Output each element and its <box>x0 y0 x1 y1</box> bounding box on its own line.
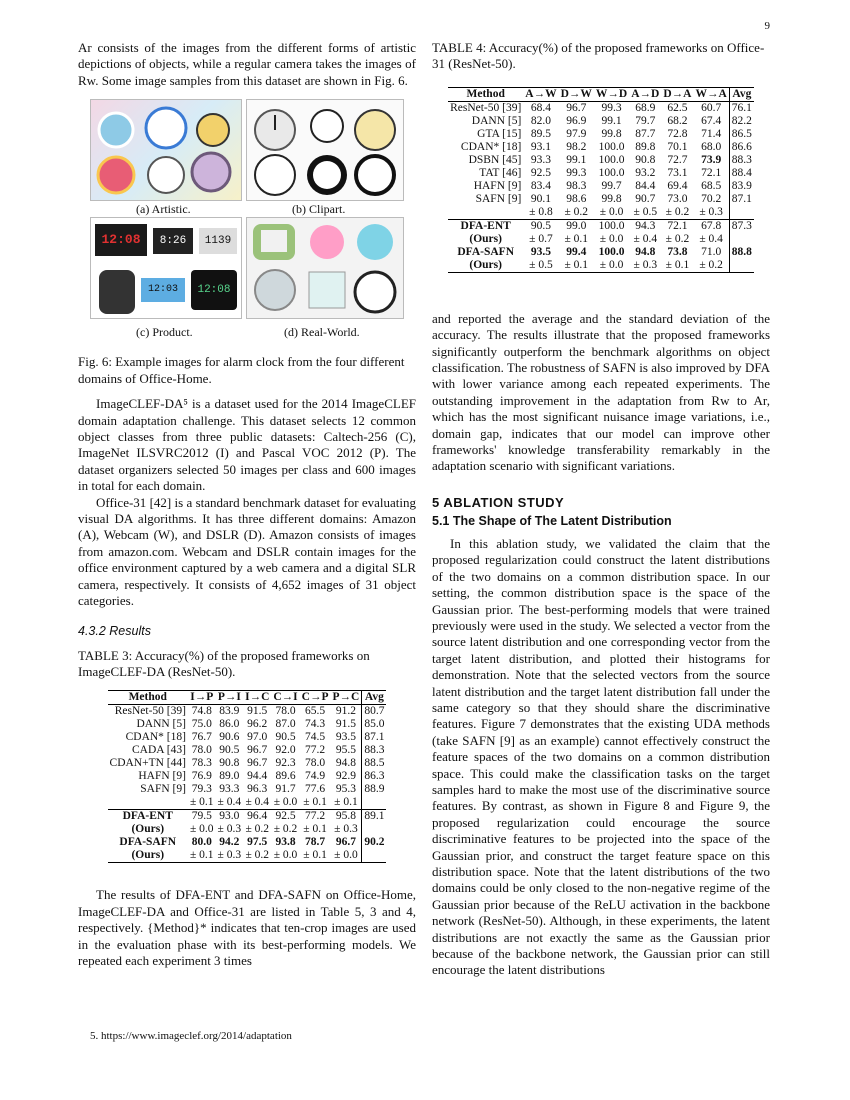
table3-header-cell: C→I <box>273 691 298 704</box>
table3-cell: 96.7 <box>247 744 268 757</box>
table3-cell: CADA [43] <box>131 744 186 757</box>
table3-cell: 76.9 <box>191 770 212 783</box>
table-row <box>448 219 754 233</box>
table4 <box>448 87 754 273</box>
table3-header-cell: Avg <box>362 691 387 705</box>
table3-cell: ± 0.3 <box>217 823 242 836</box>
table3-cell: 80.7 <box>362 705 387 719</box>
table4-cell: 68.4 <box>530 101 552 114</box>
table4-cell: 99.0 <box>559 219 594 233</box>
paragraph-imageclef: ImageCLEF-DA⁵ is a dataset used for the 2014 ImageCLEF domain adaptation challenge. This dataset selects 12 common object classes from three public datasets: Caltech-256 (C), ImageNet ILSVRC2012 (I) and Pascal VOC 2012 (P). The dataset organizers selected 50 images per class and 600 images in total for each domain. <box>78 396 416 494</box>
table3-cell: ± 0.1 <box>300 849 331 863</box>
table4-cell: CDAN* [18] <box>460 140 522 153</box>
table3-cell: 93.8 <box>275 836 296 849</box>
table4-cell: ± 0.0 <box>594 206 629 220</box>
table4-cell: 99.4 <box>566 245 587 258</box>
table3-cell: 87.1 <box>362 731 387 744</box>
table4-cell <box>448 206 523 220</box>
footnote: 5. https://www.imageclef.org/2014/adaptation <box>90 1030 292 1042</box>
table3-cell: 90.6 <box>219 731 240 744</box>
table4-cell: 93.1 <box>530 140 552 153</box>
product-clock-1: 12:08 <box>95 224 147 256</box>
table-row <box>108 810 387 824</box>
table4-cell: 89.5 <box>530 127 552 140</box>
table4-cell: 67.8 <box>693 219 729 233</box>
table3-cell: 78.3 <box>191 757 212 770</box>
table3-cell: 95.5 <box>335 744 356 757</box>
table4-cell: 83.4 <box>530 179 552 192</box>
table3-cell: 92.0 <box>275 744 296 757</box>
table3-cell: 96.3 <box>247 783 268 796</box>
table4-cell: DFA-ENT <box>448 219 523 233</box>
table4-cell: 73.9 <box>701 153 722 166</box>
table4-cell: ± 0.1 <box>661 259 693 273</box>
table4-cell: 62.5 <box>667 101 688 114</box>
table4-cell: ResNet-50 [39] <box>450 101 522 114</box>
page-number: 9 <box>764 20 770 32</box>
product-clock-5: 12:03 <box>141 278 185 302</box>
table3-cell <box>108 796 188 810</box>
table4-cell <box>729 259 754 273</box>
table3-cell: 88.9 <box>362 783 387 796</box>
table4-cell: 84.4 <box>635 179 656 192</box>
table4-cell: 88.4 <box>729 167 754 180</box>
table3-cell: 95.8 <box>331 810 362 824</box>
table3-cell: 96.2 <box>247 718 268 731</box>
table4-cell: ± 0.1 <box>564 232 589 245</box>
table3-cell: 91.5 <box>247 705 268 718</box>
realworld-images <box>246 217 404 319</box>
table4-cell: 92.5 <box>530 166 552 179</box>
table-row <box>108 796 387 810</box>
table3-cell: ± 0.1 <box>331 796 362 810</box>
label-artistic: (a) Artistic. <box>136 202 191 217</box>
table3-cell: 74.8 <box>191 705 212 718</box>
table3-cell: 96.7 <box>335 836 356 849</box>
table3-cell: 75.0 <box>191 718 212 731</box>
table3-cell: 88.5 <box>362 757 387 770</box>
table4-cell: 88.8 <box>729 246 754 259</box>
table3-cell: (Ours) <box>108 849 188 863</box>
table3-cell: 77.2 <box>305 744 326 757</box>
table3-cell: 78.0 <box>305 757 326 770</box>
table-row <box>448 101 754 115</box>
table4-header-cell: D→A <box>663 87 692 100</box>
table3-cell: ± 0.0 <box>271 849 299 863</box>
table3-header-cell: I→C <box>245 691 270 704</box>
table4-cell: HAFN [9] <box>473 179 522 192</box>
table4-cell: 90.1 <box>530 192 552 205</box>
table4-cell: 68.5 <box>701 179 722 192</box>
table4-header-cell: W→D <box>595 87 628 100</box>
table4-cell: 72.1 <box>661 219 693 233</box>
table4-cell: 73.0 <box>667 192 688 205</box>
table4-cell: 87.7 <box>635 127 656 140</box>
table3-cell: 94.4 <box>247 770 268 783</box>
table4-cell: 68.2 <box>667 114 688 127</box>
table3-cell: 92.3 <box>275 757 296 770</box>
table3-cell: 91.7 <box>275 783 296 796</box>
table3-header-cell: Method <box>108 691 188 705</box>
table3-cell: 65.5 <box>305 705 326 718</box>
table3-cell: 89.6 <box>275 770 296 783</box>
table3-cell: 94.8 <box>335 757 356 770</box>
table4-cell: 82.2 <box>729 115 754 128</box>
table4-cell: (Ours) <box>448 259 523 273</box>
label-realworld: (d) Real-World. <box>284 325 360 340</box>
table3-cell: 90.5 <box>275 731 296 744</box>
table3-cell: ± 0.2 <box>245 823 270 836</box>
table4-header-cell: D→W <box>560 87 592 100</box>
table4-cell: 73.1 <box>667 166 688 179</box>
subsection-results: 4.3.2 Results <box>78 623 151 638</box>
table3-cell: 93.3 <box>219 783 240 796</box>
table3-cell: ± 0.2 <box>273 823 298 836</box>
table3-cell: 94.2 <box>219 836 240 849</box>
table-row <box>448 154 754 167</box>
table4-cell: 86.5 <box>729 128 754 141</box>
table4-cell: 90.7 <box>635 192 656 205</box>
table-row <box>448 193 754 206</box>
table3-cell: 90.8 <box>219 757 240 770</box>
table3-cell: ± 0.0 <box>331 849 362 863</box>
table3-cell: ± 0.0 <box>189 823 214 836</box>
table3-cell: 86.0 <box>219 718 240 731</box>
table-row <box>448 259 754 273</box>
label-product: (c) Product. <box>136 325 193 340</box>
table-row <box>448 167 754 180</box>
table3-cell: 96.4 <box>243 810 271 824</box>
product-images <box>90 217 242 319</box>
table4-cell: 73.8 <box>667 245 688 258</box>
table3-cell: 76.7 <box>191 731 212 744</box>
table3-cell: 97.5 <box>247 836 268 849</box>
table3-cell: 79.3 <box>191 783 212 796</box>
product-clock-6: 12:08 <box>191 270 237 310</box>
table-row <box>448 246 754 259</box>
table4-cell: 99.3 <box>566 166 587 179</box>
table3-cell <box>362 849 387 863</box>
table3-cell: 83.9 <box>219 705 240 718</box>
table3-cell: 85.0 <box>362 718 387 731</box>
table-row <box>448 180 754 193</box>
table-row <box>108 718 387 731</box>
table4-cell: 72.7 <box>667 153 688 166</box>
table4-cell: 83.9 <box>729 180 754 193</box>
table4-cell <box>729 206 754 220</box>
table3-cell: ± 0.1 <box>303 823 327 836</box>
table4-cell: 97.9 <box>566 127 587 140</box>
paragraph-ablation: In this ablation study, we validated the claim that the proposed regularization could construct the latent distributions of the two domains on a common distribution space. In our setting, the common distribution space is the space of the Gaussian prior. The best-performing models that were trained previously were used in the study. We selected a vector from the source latent distribution and one corresponding vector from the target latent distribution, and plotted their histograms for demonstration. Note that the selected vectors from the source latent distribution and the target latent distribution fall under the same category so that they should share the discriminative features. Figure 7 demonstrates that the existing UDA methods (take SAFN [9] as an example) cannot effectively construct the feature spaces of the two domains on a common distribution space. This could make the classification tasks on the target samples hard to make the most use of the discriminative source features. By contrast, as shown in Figure 8 and Figure 9, the proposed regularization could encourage the source discriminative features to be projected into the space of the Gaussian prior, and construct the target feature space on this distribution space. Note that the latent distributions of the two domains could be only closed to the non-negative regime of the Gaussian prior because of the ReLU activation in the backbone network (ResNet-50). Although, in these experiments, the latent distributions are not exactly the same as the Gaussian prior because of the backbone network, the Gaussian prior can still encourage the latent distributions <box>432 535 770 978</box>
table4-cell: 99.3 <box>601 101 622 114</box>
table4-cell: ± 0.3 <box>693 206 729 220</box>
table3-cell: 93.0 <box>216 810 244 824</box>
table3-caption: TABLE 3: Accuracy(%) of the proposed frameworks on ImageCLEF-DA (ResNet-50). <box>78 647 370 679</box>
table3-cell: ± 0.2 <box>243 849 271 863</box>
table4-cell: 79.7 <box>635 114 656 127</box>
table-row <box>108 770 387 783</box>
table3-cell: 89.1 <box>362 810 387 824</box>
table3-header-cell: P→I <box>216 691 244 705</box>
table-row <box>448 206 754 220</box>
table3-cell: 92.9 <box>335 770 356 783</box>
table3-cell: ± 0.1 <box>300 796 331 810</box>
table4-cell: 60.7 <box>701 101 722 114</box>
table3-cell: DANN [5] <box>136 718 186 731</box>
table4-cell: GTA [15] <box>477 127 522 140</box>
table4-cell: DANN [5] <box>471 114 522 127</box>
table3-cell: ResNet-50 [39] <box>114 705 186 718</box>
table3-cell: 74.3 <box>305 718 326 731</box>
table3-cell <box>362 823 387 836</box>
table3 <box>108 690 387 863</box>
table4-cell: 88.3 <box>729 154 754 167</box>
table4-cell: ± 0.7 <box>529 232 553 245</box>
clipart-clock-icon <box>247 100 403 200</box>
table4-cell: 82.0 <box>530 114 552 127</box>
table3-cell: 89.0 <box>219 770 240 783</box>
table3-header-cell: I→P <box>188 691 216 705</box>
table-row <box>448 141 754 154</box>
paragraph-results: The results of DFA-ENT and DFA-SAFN on Office-Home, ImageCLEF-DA and Office-31 are listed in Table 5, 3 and 4, respectively. {Method}* indicates that ten-crop images are used in the evaluation phase with its best-performing models. We repeated each experiment 3 times <box>78 887 416 968</box>
product-clock-2: 8:26 <box>153 228 193 254</box>
table4-header-cell: A→W <box>525 87 557 100</box>
table4-cell: 93.5 <box>530 245 552 258</box>
table4-cell: 72.1 <box>701 166 722 179</box>
paragraph-analysis: and reported the average and the standard deviation of the accuracy. The results illustrate that the proposed frameworks significantly outperform the benchmark algorithms on object classification. The robustness of SAFN is also improved by DFA with lower variance among each repeated experiments. The outstanding improvement in the adaptation from Rw to Ar, which has the most significant nuisance image variations, i.e., domain gap, indicates that our model can improve other frameworks' knowledge transferability remarkably in the adaptation scenario with significant variations. <box>432 310 770 474</box>
table-row <box>108 836 387 849</box>
table4-cell: ± 0.4 <box>699 232 723 245</box>
table4-cell: 70.1 <box>667 140 688 153</box>
table4-cell: SAFN [9] <box>475 192 522 205</box>
table3-cell: 90.5 <box>219 744 240 757</box>
table3-cell: 88.3 <box>362 744 387 757</box>
table3-cell: 78.7 <box>305 836 326 849</box>
table4-caption: TABLE 4: Accuracy(%) of the proposed frameworks on Office-31 (ResNet-50). <box>432 40 765 72</box>
table4-cell: ± 0.2 <box>559 206 594 220</box>
table4-header-cell: Avg <box>729 87 754 101</box>
table3-cell: ± 0.0 <box>271 796 299 810</box>
table4-cell: 100.0 <box>598 245 625 258</box>
paragraph-ar: Ar consists of the images from the different forms of artistic depictions of objects, while a regular camera takes the images of Rw. Some image samples from this dataset are shown in Fig. 6. <box>78 40 416 88</box>
table4-cell: 98.2 <box>566 140 587 153</box>
table3-cell: CDAN+TN [44] <box>109 757 186 770</box>
table3-cell: 90.2 <box>362 836 387 849</box>
table4-cell: ± 0.4 <box>633 232 658 245</box>
table4-cell: 90.8 <box>635 153 656 166</box>
table4-cell: 99.8 <box>601 192 622 205</box>
artistic-clock-icon <box>91 100 241 200</box>
table4-cell: 94.8 <box>635 245 656 258</box>
table4-cell: 100.0 <box>598 140 625 153</box>
table-row <box>448 128 754 141</box>
table4-cell: 68.9 <box>635 101 656 114</box>
table3-cell: 97.0 <box>247 731 268 744</box>
table4-header-cell: A→D <box>631 87 660 100</box>
table4-cell: 87.3 <box>729 219 754 233</box>
table4-cell <box>729 233 754 246</box>
table-row <box>108 849 387 863</box>
table4-cell: 100.0 <box>594 219 629 233</box>
table3-cell: 78.0 <box>275 705 296 718</box>
figure-caption: Fig. 6: Example images for alarm clock from the four different domains of Office-Home. <box>78 354 405 386</box>
table4-cell: ± 0.8 <box>523 206 558 220</box>
table4-cell: 69.4 <box>667 179 688 192</box>
table4-cell: 99.8 <box>601 127 622 140</box>
table3-cell: ± 0.1 <box>189 849 214 862</box>
table4-cell: 76.1 <box>729 101 754 115</box>
table-row <box>448 115 754 128</box>
table4-cell: ± 0.5 <box>523 259 558 273</box>
table3-cell: 87.0 <box>275 718 296 731</box>
clipart-images <box>246 99 404 201</box>
left-column <box>78 40 416 969</box>
product-clock-3: 1139 <box>199 228 237 254</box>
right-column <box>432 40 770 979</box>
table3-cell: DFA-SAFN <box>119 836 177 849</box>
table4-cell: 90.5 <box>523 219 558 233</box>
table4-header-cell: Method <box>448 87 523 101</box>
table3-cell: ± 0.3 <box>334 823 358 836</box>
table4-cell: 68.0 <box>701 140 722 153</box>
table3-cell: ± 0.4 <box>243 796 271 810</box>
table4-cell: 98.3 <box>566 179 587 192</box>
table3-cell: 92.5 <box>271 810 299 824</box>
table3-cell: 91.2 <box>335 705 356 718</box>
table4-cell: ± 0.1 <box>559 259 594 273</box>
table4-cell: ± 0.2 <box>665 232 690 245</box>
product-clock-4 <box>99 270 135 314</box>
table-row <box>108 823 387 836</box>
table3-cell: (Ours) <box>131 823 165 836</box>
table4-cell: 93.3 <box>530 153 552 166</box>
table3-cell: 79.5 <box>188 810 216 824</box>
table-row <box>108 757 387 770</box>
artistic-images <box>90 99 242 201</box>
table-row <box>108 744 387 757</box>
table4-cell: 98.6 <box>566 192 587 205</box>
table3-cell: 80.0 <box>191 836 212 849</box>
table-row <box>108 731 387 744</box>
table3-cell: 78.0 <box>191 744 212 757</box>
table3-header-cell: P→C <box>331 691 362 705</box>
table-row <box>108 783 387 796</box>
table3-cell: 91.5 <box>335 718 356 731</box>
table3-cell: 74.5 <box>305 731 326 744</box>
table4-cell: 71.0 <box>701 245 722 258</box>
table-row <box>448 233 754 246</box>
table4-cell: 99.1 <box>601 114 622 127</box>
realworld-clock-icon <box>247 218 403 318</box>
table4-cell: 100.0 <box>598 153 625 166</box>
table4-cell: 94.3 <box>629 219 661 233</box>
section-ablation: 5 ABLATION STUDY <box>432 494 565 510</box>
table4-cell: ± 0.2 <box>661 206 693 220</box>
table3-cell: 86.3 <box>362 770 387 783</box>
table4-cell: ± 0.3 <box>629 259 661 273</box>
table4-cell: ± 0.0 <box>599 232 624 245</box>
table4-cell: TAT [46] <box>479 166 522 179</box>
table4-header-cell: W→A <box>693 87 729 101</box>
table4-cell: ± 0.0 <box>594 259 629 273</box>
table-row <box>108 705 387 719</box>
table4-cell: 96.9 <box>566 114 587 127</box>
subsection-latent-shape: 5.1 The Shape of The Latent Distribution <box>432 513 672 528</box>
table3-cell: HAFN [9] <box>138 770 186 783</box>
table4-cell: 96.7 <box>566 101 587 114</box>
table4-cell: 86.6 <box>729 141 754 154</box>
table3-cell: ± 0.3 <box>217 849 242 862</box>
table4-cell: 93.2 <box>635 166 656 179</box>
table3-cell: ± 0.4 <box>217 796 242 809</box>
table4-cell: 67.4 <box>701 114 722 127</box>
table4-cell: 99.1 <box>566 153 587 166</box>
table3-cell: SAFN [9] <box>140 783 186 796</box>
table3-cell: ± 0.1 <box>189 796 214 809</box>
table4-cell: DSBN [45] <box>468 153 522 166</box>
table4-cell: 71.4 <box>701 127 722 140</box>
table4-cell: ± 0.2 <box>693 259 729 273</box>
table3-cell <box>362 796 387 810</box>
table4-cell: 70.2 <box>701 192 722 205</box>
table3-cell: DFA-ENT <box>108 810 188 824</box>
table4-cell: 100.0 <box>598 166 625 179</box>
table3-header-cell: C→P <box>301 691 329 704</box>
table4-cell: 72.8 <box>667 127 688 140</box>
table4-cell: 89.8 <box>635 140 656 153</box>
table3-cell: CDAN* [18] <box>125 731 186 744</box>
figure-6 <box>78 99 416 384</box>
label-clipart: (b) Clipart. <box>292 202 346 217</box>
table4-cell: ± 0.5 <box>629 206 661 220</box>
paragraph-office31: Office-31 [42] is a standard benchmark dataset for evaluating visual DA algorithms. It has three different domains: Amazon (A), Webcam (W), and DSLR (D). Amazon consists of images from amazon.com. Webcam and DSLR contain images for the office environment captured by a web camera and a digital SLR camera, respectively. It consists of 4,652 images of 31 object categories. <box>78 494 416 609</box>
table4-cell: 99.7 <box>601 179 622 192</box>
table3-cell: 93.5 <box>335 731 356 744</box>
table3-cell: 95.3 <box>335 783 356 796</box>
table4-cell: (Ours) <box>469 232 502 245</box>
table4-cell: 87.1 <box>729 193 754 206</box>
table4-cell: DFA-SAFN <box>457 245 515 258</box>
table3-cell: 77.6 <box>305 783 326 796</box>
table3-cell: 96.7 <box>247 757 268 770</box>
table3-cell: 77.2 <box>300 810 331 824</box>
table3-cell: 74.9 <box>305 770 326 783</box>
